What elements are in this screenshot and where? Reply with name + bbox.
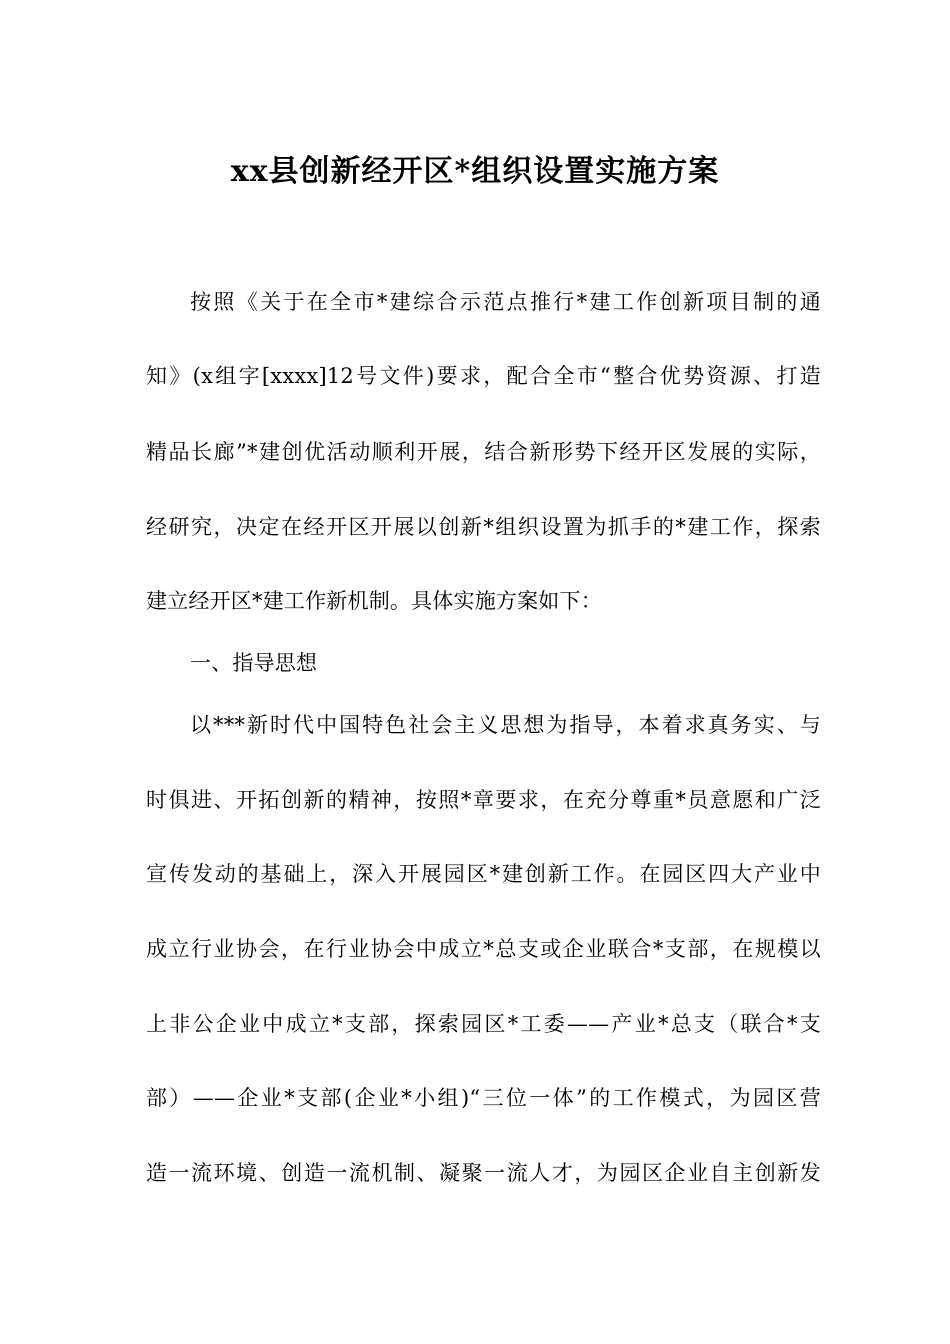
paragraph-line: 以***新时代中国特色社会主义思想为指导，本着求真务实、与 bbox=[190, 713, 821, 737]
paragraph-line: 成立行业协会，在行业协会中成立*总支或企业联合*支部，在规模以 bbox=[146, 937, 821, 961]
section-heading: 一、指导思想 bbox=[190, 651, 318, 675]
paragraph-line: 经研究，决定在经开区开展以创新*组织设置为抓手的*建工作，探索 bbox=[146, 515, 821, 539]
paragraph-line: 按照《关于在全市*建综合示范点推行*建工作创新项目制的通 bbox=[190, 290, 821, 314]
paragraph-line: 上非公企业中成立*支部，探索园区*工委——产业*总支（联合*支 bbox=[146, 1012, 821, 1036]
paragraph-line: 造一流环境、创造一流机制、凝聚一流人才，为园区企业自主创新发 bbox=[146, 1161, 821, 1185]
paragraph-line: 部）——企业*支部(企业*小组)“三位一体”的工作模式，为园区营 bbox=[146, 1086, 821, 1110]
paragraph-line: 精品长廊”*建创优活动顺利开展，结合新形势下经开区发展的实际， bbox=[146, 440, 821, 464]
paragraph-line: 建立经开区*建工作新机制。具体实施方案如下： bbox=[146, 589, 602, 613]
paragraph-line: 时俱进、开拓创新的精神，按照*章要求，在充分尊重*员意愿和广泛 bbox=[146, 788, 821, 812]
document-title: xx县创新经开区*组织设置实施方案 bbox=[230, 154, 720, 189]
paragraph-line: 宣传发动的基础上，深入开展园区*建创新工作。在园区四大产业中 bbox=[146, 862, 821, 886]
paragraph-line: 知》(x组字[xxxx]12号文件)要求，配合全市“整合优势资源、打造 bbox=[146, 364, 821, 388]
